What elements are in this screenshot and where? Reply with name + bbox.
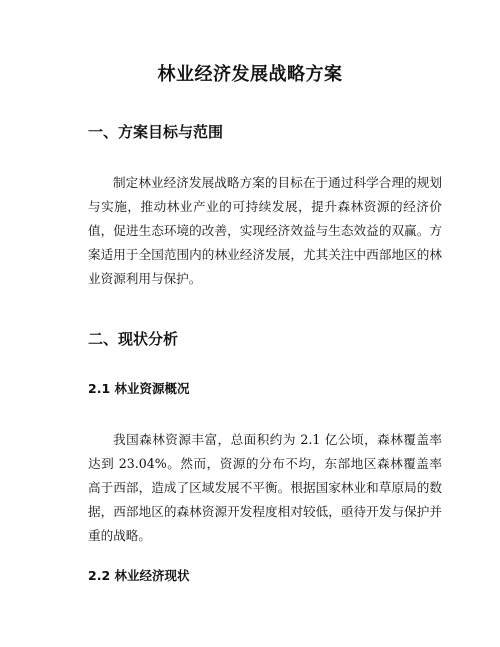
subsection-heading-resources: 2.1 林业资源概况 (88, 381, 190, 396)
section-paragraph-goals: 制定林业经济发展战略方案的目标在于通过科学合理的规划与实施，推动林业产业的可持续发展，提升森林资源的经济价值，促进生态环境的改善，实现经济效益与生态效益的双赢。方案适用于全国范围内的林业经济发展，尤其关注中西部地区的林业资源利用与保护。 (88, 175, 442, 286)
section-heading-status: 二、现状分析 (88, 330, 179, 348)
document-title: 林业经济发展战略方案 (157, 64, 343, 85)
subsection-heading-economy: 2.2 林业经济现状 (88, 568, 190, 583)
subsection-paragraph-resources: 我国森林资源丰富，总面积约为 2.1 亿公顷，森林覆盖率达到 23.04%。然而，资源的分布不均，东部地区森林覆盖率高于西部，造成了区域发展不平衡。根据国家林业和草原局的数据，西部地区的森林资源开发程度相对较低，亟待开发与保护并重的战略。 (88, 432, 442, 543)
section-heading-goals: 一、方案目标与范围 (88, 123, 224, 141)
